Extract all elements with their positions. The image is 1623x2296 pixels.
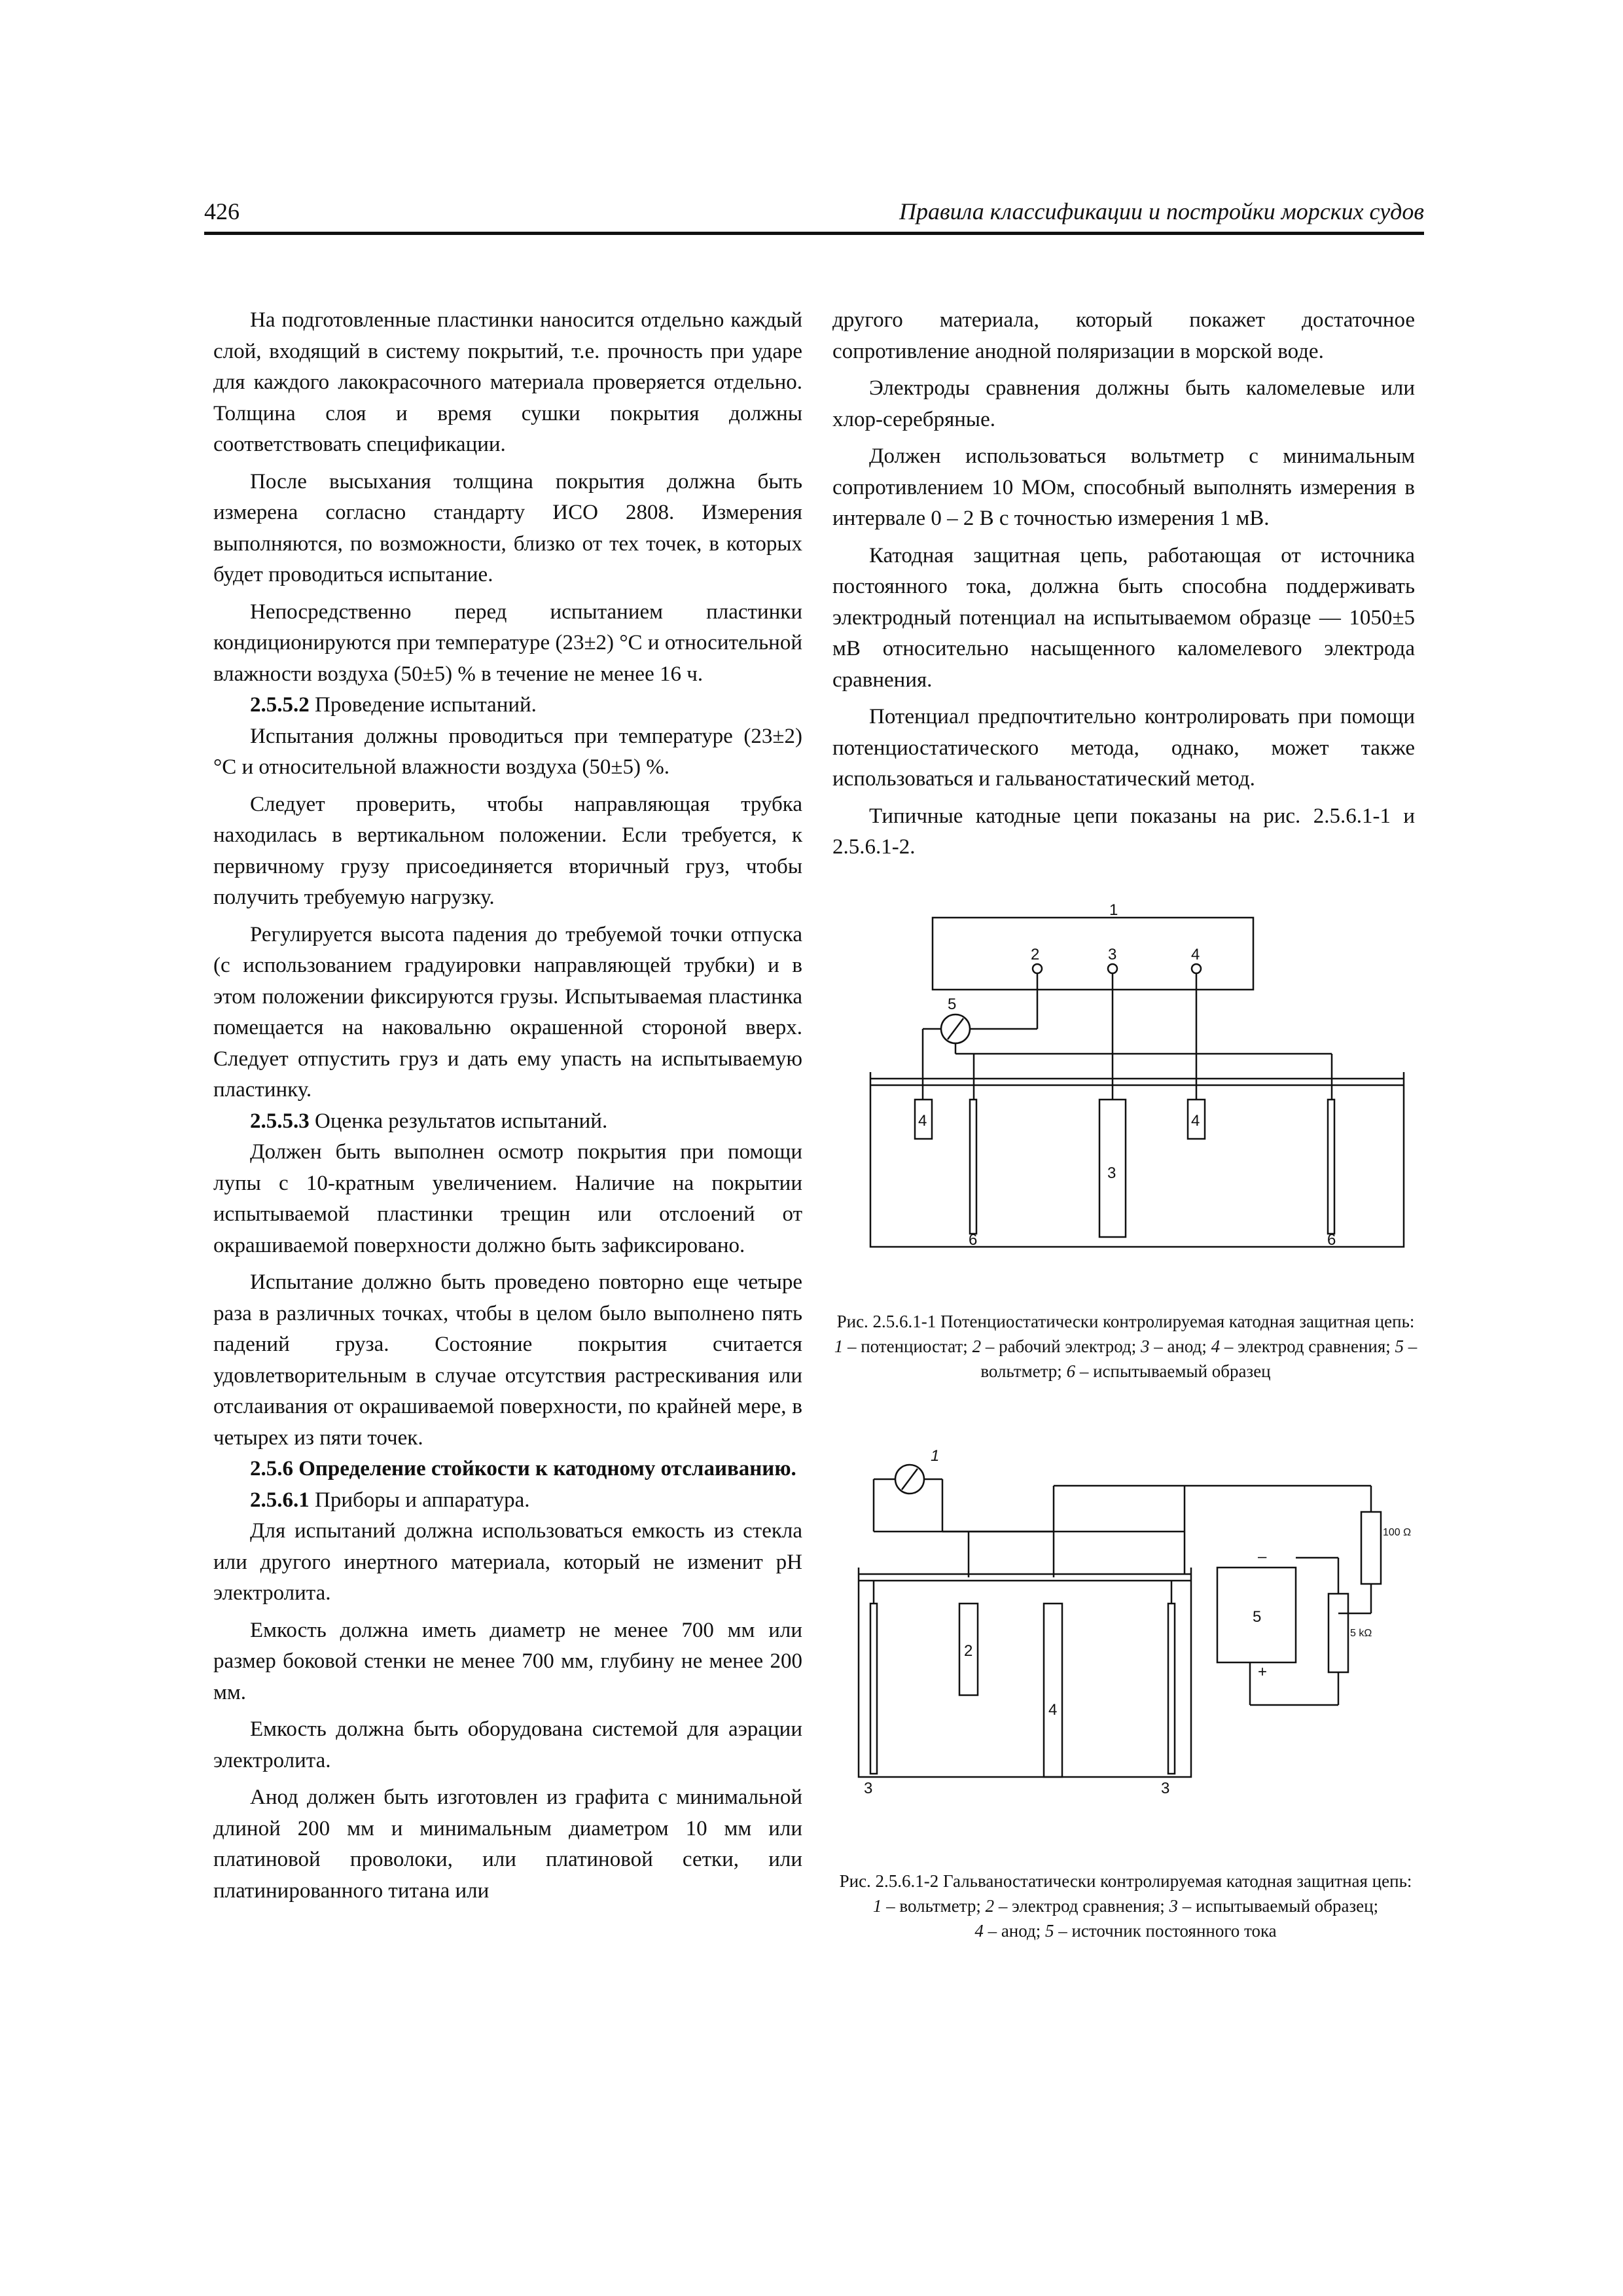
caption-item: 5 – источник постоянного тока xyxy=(1044,1921,1277,1941)
subsection-heading xyxy=(213,1485,802,1516)
test-specimen-right xyxy=(1168,1604,1175,1774)
figure-galvanostatic-circuit xyxy=(844,1446,1433,1800)
figure1-caption xyxy=(831,1309,1420,1384)
paragraph: Испытания должны проводиться при температуре (23±2) °С и относительной влажности воздуха (50±5) %. xyxy=(213,724,802,779)
paragraph: Потенциал предпочтительно контролировать при помощи потенциостатического метода, однако, может также использоваться и гальваностатический метод. xyxy=(832,705,1415,791)
label-2: 2 xyxy=(964,1642,973,1660)
label-3: 3 xyxy=(1108,946,1117,963)
section-number: 2.5.5.3 xyxy=(250,1109,310,1133)
paragraph: Регулируется высота падения до требуемой точки отпуска (с использованием градуировки направляющей трубки) и в этом положении фиксируются грузы. Испытываемая пластинка помещается на наковальню окрашенной стороной вверх. Следует отпустить груз и дать ему упасть на испытываемую пластинку. xyxy=(213,922,802,1102)
section-number: 2.5.6.1 xyxy=(250,1488,310,1512)
label-6-left: 6 xyxy=(969,1231,978,1249)
paragraph: Испытание должно быть проведено повторно еще четыре раза в различных точках, чтобы в целом было выполнено пять падений груза. Состояние покрытия считается удовлетворительным в случае отсутствия растрескивания или отслаивания от окрашиваемой поверхности, по крайней мере, в четырех из пяти точек. xyxy=(213,1270,802,1450)
subsection-heading xyxy=(213,690,802,721)
caption-item: 5 – вольтметр; xyxy=(980,1336,1418,1381)
caption-item: 6 – испытываемый образец xyxy=(1066,1361,1271,1381)
label-2: 2 xyxy=(1031,946,1040,963)
caption-item: 2 – электрод сравнения; xyxy=(985,1896,1169,1916)
caption-item: 3 – испытываемый образец; xyxy=(1169,1896,1379,1916)
caption-title: Рис. 2.5.6.1-1 Потенциостатически контролируемая катодная защитная цепь: xyxy=(836,1312,1415,1331)
caption-item: 4 – электрод сравнения; xyxy=(1211,1336,1395,1356)
right-column xyxy=(832,305,1415,863)
label-4: 4 xyxy=(1191,946,1200,963)
label-plus: + xyxy=(1258,1663,1268,1681)
paragraph: Непосредственно перед испытанием пластинки кондиционируются при температуре (23±2) °С и относительной влажности воздуха (50±5) % в течение не менее 16 ч. xyxy=(213,600,802,686)
label-5: 5 xyxy=(1253,1608,1262,1626)
resistor-5-kohm xyxy=(1329,1594,1348,1672)
paragraph: Катодная защитная цепь, работающая от источника постоянного тока, должна быть способна поддерживать электродный потенциал на испытываемом образце — 1050±5 мВ относительно насыщенного каломелевого электрода сравнения. xyxy=(832,543,1415,692)
caption-title: Рис. 2.5.6.1-2 Гальваностатически контролируемая катодная защитная цепь: xyxy=(839,1871,1412,1891)
paragraph: После высыхания толщина покрытия должна быть измерена согласно стандарту ИСО 2808. Измерения выполняются, по возможности, близко от тех точек, в которых будет проводиться испытание. xyxy=(213,469,802,586)
tank-outline xyxy=(870,1072,1404,1247)
caption-item: 2 – рабочий электрод; xyxy=(972,1336,1141,1356)
terminal-2 xyxy=(1033,964,1042,973)
label-100-ohm: 100 Ω xyxy=(1383,1527,1412,1538)
paragraph: Анод должен быть изготовлен из графита с минимальной длиной 200 мм и минимальным диаметром 10 мм или платиновой проволоки, или платиновой сетки, или платинированного титана или xyxy=(213,1785,802,1903)
running-title: Правила классификации и постройки морских судов xyxy=(899,198,1424,224)
potentiostat-box xyxy=(933,918,1253,990)
terminal-4 xyxy=(1192,964,1201,973)
header-rule xyxy=(204,232,1424,235)
caption-item: 4 – анод; xyxy=(974,1921,1045,1941)
label-3-anode: 3 xyxy=(1107,1164,1116,1182)
label-4-left: 4 xyxy=(918,1112,927,1130)
paragraph: На подготовленные пластинки наносится отдельно каждый слой, входящий в систему покрытий, т.е. прочность при ударе для каждого лакокрасочного материала проверяется отдельно. Толщина слоя и время сушки покрытия должны соответствовать спецификации. xyxy=(213,308,802,456)
section-title: Приборы и аппаратура. xyxy=(309,1488,530,1512)
label-5: 5 xyxy=(948,996,957,1013)
label-1: 1 xyxy=(1109,903,1118,919)
figure2-caption xyxy=(831,1869,1420,1943)
figure-potentiostatic-circuit xyxy=(851,903,1427,1257)
tank-outline xyxy=(859,1568,1191,1777)
paragraph: Типичные катодные цепи показаны на рис. 2.5.6.1-1 и 2.5.6.1-2. xyxy=(832,804,1415,859)
caption-item: 1 – потенциостат; xyxy=(834,1336,972,1356)
paragraph: другого материала, который покажет достаточное сопротивление анодной поляризации в морской воде. xyxy=(832,308,1415,363)
terminal-3 xyxy=(1108,964,1117,973)
caption-item: 3 – анод; xyxy=(1140,1336,1211,1356)
section-title: Проведение испытаний. xyxy=(309,693,537,717)
left-column xyxy=(213,305,802,1907)
label-4: 4 xyxy=(1048,1701,1058,1719)
resistor-100-ohm xyxy=(1361,1512,1381,1584)
test-specimen-left xyxy=(970,1100,976,1234)
paragraph: Электроды сравнения должны быть каломелевые или хлор-серебряные. xyxy=(832,376,1415,431)
paragraph: Должен быть выполнен осмотр покрытия при помощи лупы с 10-кратным увеличением. Наличие на покрытии испытываемой пластинки трещин или отслоений от окрашиваемой поверхности должно быть зафиксировано. xyxy=(213,1140,802,1257)
label-1: 1 xyxy=(931,1447,940,1465)
subsection-heading xyxy=(213,1106,802,1138)
label-3-right: 3 xyxy=(1161,1780,1170,1797)
caption-item: 1 – вольтметр; xyxy=(872,1896,986,1916)
test-specimen-right xyxy=(1328,1100,1334,1234)
label-minus: – xyxy=(1258,1548,1267,1566)
paragraph: Емкость должна иметь диаметр не менее 700 мм или размер боковой стенки не менее 700 мм, глубину не менее 200 мм. xyxy=(213,1618,802,1704)
page-number: 426 xyxy=(204,198,240,224)
paragraph: Для испытаний должна использоваться емкость из стекла или другого инертного материала, который не изменит pH электролита. xyxy=(213,1519,802,1605)
label-6-right: 6 xyxy=(1327,1231,1336,1249)
paragraph: Емкость должна быть оборудована системой для аэрации электролита. xyxy=(213,1717,802,1772)
paragraph: Следует проверить, чтобы направляющая трубка находилась в вертикальном положении. Если требуется, к первичному грузу присоединяется вторичный груз, чтобы получить требуемую нагрузку. xyxy=(213,792,802,909)
label-3-left: 3 xyxy=(864,1780,873,1797)
label-4-right: 4 xyxy=(1191,1112,1200,1130)
section-heading: 2.5.6 Определение стойкости к катодному отслаиванию. xyxy=(250,1457,796,1480)
section-number: 2.5.5.2 xyxy=(250,693,310,717)
section-title: Оценка результатов испытаний. xyxy=(309,1109,608,1133)
test-specimen-left xyxy=(870,1604,877,1774)
anode xyxy=(1044,1604,1062,1777)
paragraph: Должен использоваться вольтметр с минимальным сопротивлением 10 МОм, способный выполнять измерения в интервале 0 – 2 В с точностью измерения 1 мВ. xyxy=(832,444,1415,530)
label-5-kohm: 5 kΩ xyxy=(1350,1628,1372,1639)
